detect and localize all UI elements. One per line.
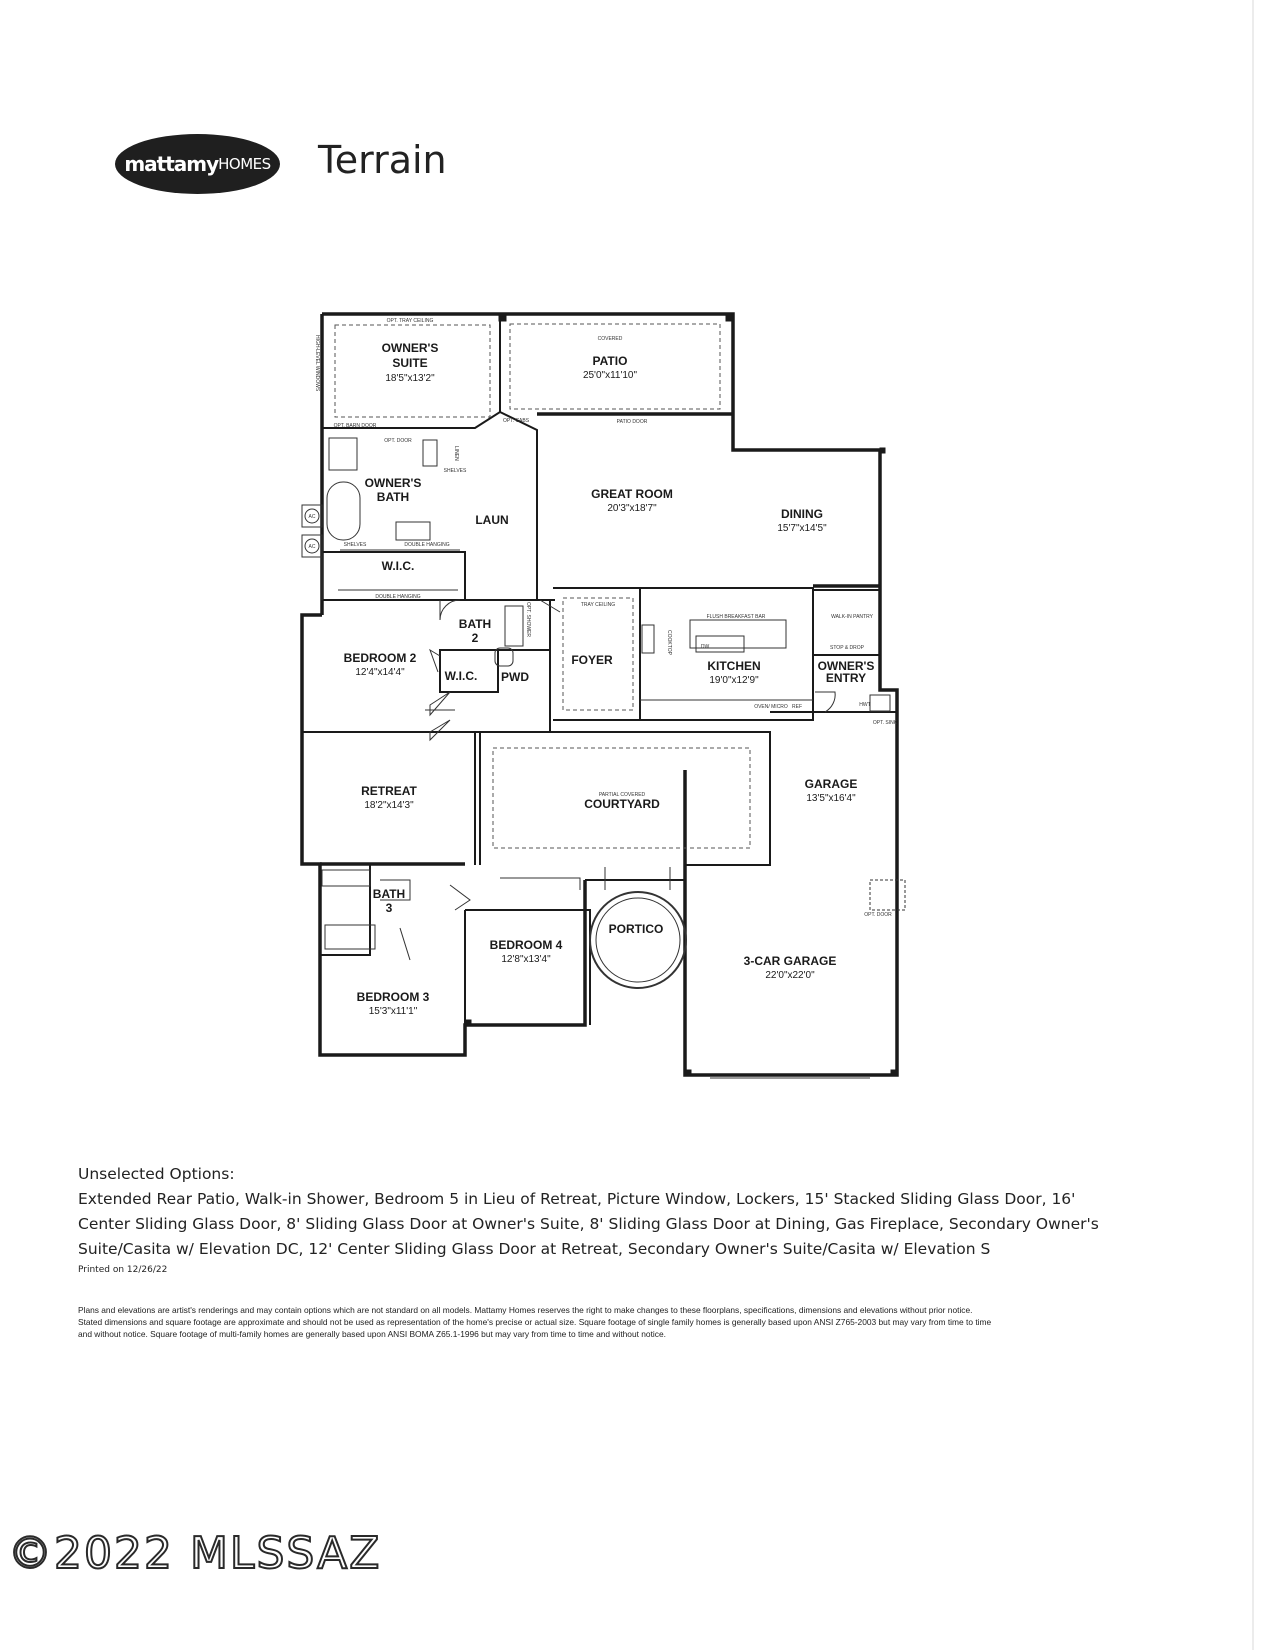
courtyard-note: PARTIAL COVERED: [598, 792, 646, 798]
foyer-tray-ceiling-note: TRAY CEILING: [580, 602, 616, 608]
disclaimer-line-3: and without notice. Square footage of multi-family homes are generally based upon ANSI BOMA Z65.1-1996 but may vary from time to time and without notice.: [78, 1329, 666, 1339]
bedroom-3-label: BEDROOM 3: [356, 990, 430, 1004]
dining-dim: 15'7"x14'5": [777, 523, 827, 534]
retreat-dim: 18'2"x14'3": [364, 800, 414, 811]
wic-shelves-note: SHELVES: [343, 542, 367, 548]
double-hanging-note: DOUBLE HANGING: [404, 542, 450, 548]
opt-cabs-note: OPT. CABS: [502, 418, 530, 424]
floor-plan: [280, 300, 960, 1105]
patio-dim: 25'0"x11'10": [582, 370, 638, 381]
dining-label: DINING: [781, 507, 823, 521]
breakfast-bar-note: FLUSH BREAKFAST BAR: [706, 614, 766, 620]
owners-entry-label-2: ENTRY: [825, 671, 867, 685]
ac-unit-2: AC: [308, 544, 316, 550]
stop-and-drop-note: STOP & DROP: [830, 645, 864, 651]
bedroom-3-dim: 15'3"x11'1": [368, 1006, 418, 1017]
owners-suite-label: OWNER'S: [381, 341, 439, 355]
refrigerator-note: REF: [792, 704, 802, 710]
options-line-2: Center Sliding Glass Door, 8' Sliding Glass Door at Owner's Suite, 8' Sliding Glass Door at Dining, Gas Fireplace, Secondary Owner's: [78, 1215, 1099, 1233]
barn-door-note: OPT. BARN DOOR: [333, 423, 377, 429]
three-car-garage-dim: 22'0"x22'0": [765, 970, 815, 981]
patio-door-note: PATIO DOOR: [616, 419, 648, 425]
bath-3-label: BATH: [372, 887, 406, 901]
bedroom-4-dim: 12'8"x13'4": [501, 954, 551, 965]
owners-suite-label-2: SUITE: [392, 356, 428, 370]
ac-unit-1: AC: [308, 514, 316, 520]
printed-date: Printed on 12/26/22: [78, 1265, 168, 1275]
floor-plan-drawing: [280, 300, 960, 1100]
pantry-note: WALK-IN PANTRY: [831, 614, 873, 620]
bath-2-label-2: 2: [471, 631, 479, 645]
disclaimer-line-1: Plans and elevations are artist's renderings and may contain options which are not standard on all models. Mattamy Homes reserves the right to make changes to these floorplans, specifications, dimensions and elevations without prior notice.: [78, 1305, 973, 1315]
opt-door-note: OPT. DOOR: [384, 438, 412, 444]
garage-dim: 13'5"x16'4": [806, 793, 856, 804]
owners-bath-label-2: BATH: [376, 490, 410, 504]
scan-edge: [1252, 0, 1254, 1650]
tray-ceiling-note: OPT. TRAY CEILING: [386, 318, 434, 324]
great-room-dim: 20'3"x18'7": [607, 503, 657, 514]
page-header: [0, 0, 1275, 230]
options-line-1: Extended Rear Patio, Walk-in Shower, Bedroom 5 in Lieu of Retreat, Picture Window, Lockers, 15' Stacked Sliding Glass Door, 16': [78, 1190, 1076, 1208]
opt-shower-note: OPT. SHOWER: [525, 602, 531, 638]
bedroom-4-label: BEDROOM 4: [489, 938, 563, 952]
courtyard-label: COURTYARD: [584, 797, 660, 811]
portico-label: PORTICO: [608, 922, 664, 936]
dishwasher-note: DW: [700, 644, 710, 650]
patio-label: PATIO: [592, 354, 628, 368]
great-room-label: GREAT ROOM: [591, 487, 673, 501]
kitchen-label: KITCHEN: [707, 659, 761, 673]
shelves-note: SHELVES: [443, 468, 467, 474]
retreat-label: RETREAT: [361, 784, 417, 798]
foyer-label: FOYER: [571, 653, 613, 667]
plan-title: Terrain: [318, 138, 447, 182]
bedroom-2-label: BEDROOM 2: [343, 651, 417, 665]
opt-sink-note: OPT. SINK: [872, 720, 898, 726]
bath-3-label-2: 3: [385, 901, 393, 915]
options-heading: Unselected Options:: [78, 1165, 235, 1183]
owners-bath-label: OWNER'S: [364, 476, 422, 490]
oven-micro-note: OVEN/ MICRO: [754, 704, 788, 710]
owners-entry-label: OWNER'S: [817, 659, 875, 673]
options-line-3: Suite/Casita w/ Elevation DC, 12' Center Sliding Glass Door at Retreat, Secondary Owner's Suite/Casita w/ Elevation S: [78, 1240, 991, 1258]
laundry-label: LAUN: [475, 513, 509, 527]
powder-room-label: PWD: [501, 670, 529, 684]
owners-suite-dim: 18'5"x13'2": [385, 373, 435, 384]
kitchen-dim: 19'0"x12'9": [709, 675, 759, 686]
cooktop-note: COOKTOP: [666, 630, 672, 655]
garage-label: GARAGE: [804, 777, 858, 791]
double-hanging-note-2: DOUBLE HANGING: [375, 594, 421, 600]
water-heater-note: HWT: [859, 702, 871, 708]
disclaimer-line-2: Stated dimensions and square footage are approximate and should not be used as representation of the home's precise or actual size. Square footage of single family homes is generally based upon ANSI Z765-2003 but may vary from time to time: [78, 1317, 992, 1327]
high-windows-note: HIGH-LEVEL WINDOWS: [314, 335, 320, 392]
unselected-options: [78, 1162, 1198, 1262]
linen-note: LINEN: [453, 446, 459, 461]
garage-opt-door-note: OPT. DOOR: [864, 912, 892, 918]
mls-watermark: ©2022 MLSSAZ: [8, 1528, 382, 1579]
mattamy-homes-logo: mattamy HOMES: [115, 134, 280, 194]
disclaimer: [78, 1304, 1188, 1340]
bedroom-2-dim: 12'4"x14'4": [355, 667, 405, 678]
bath-2-label: BATH: [458, 617, 492, 631]
three-car-garage-label: 3-CAR GARAGE: [743, 954, 837, 968]
owner-wic-label: W.I.C.: [381, 559, 415, 573]
patio-note: COVERED: [597, 336, 623, 342]
bedroom-2-wic-label: W.I.C.: [444, 669, 478, 683]
